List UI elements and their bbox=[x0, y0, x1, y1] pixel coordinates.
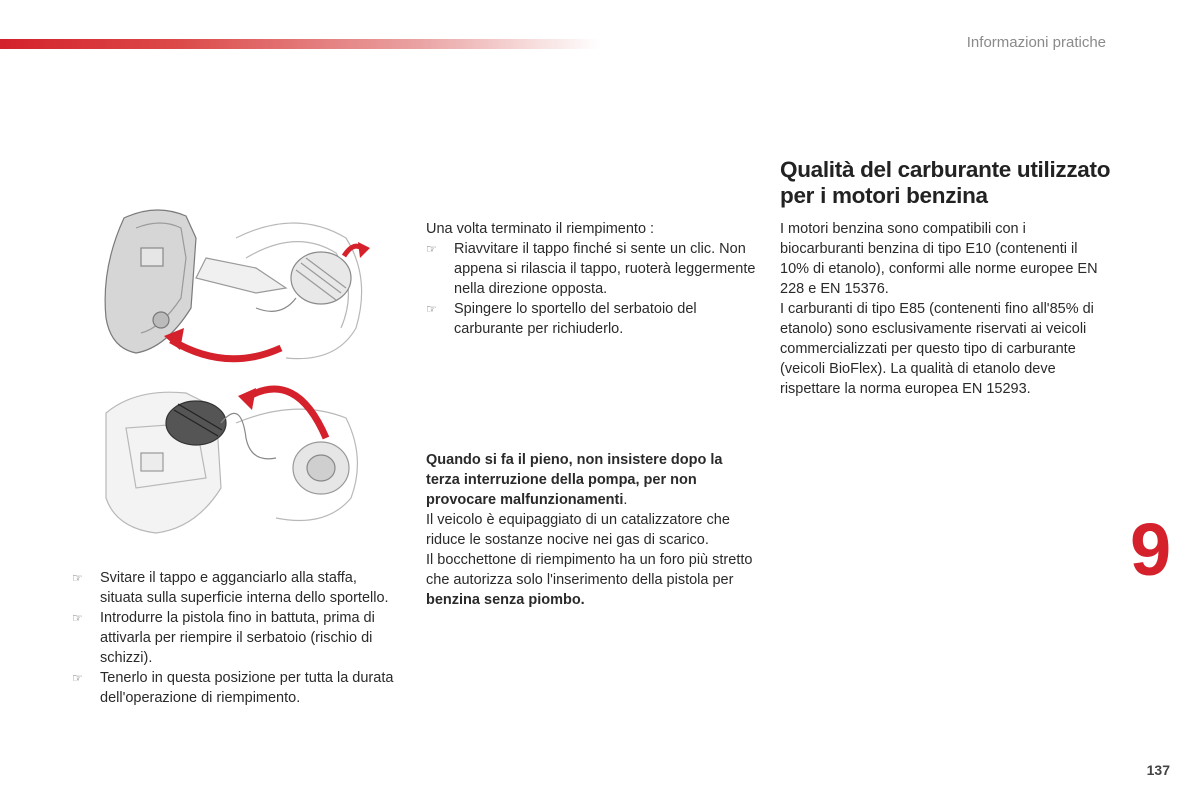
after-refuel-instructions bbox=[426, 219, 756, 339]
intro-text: Una volta terminato il riempimento : bbox=[426, 221, 655, 237]
filler-neck-text: Il bocchettone di riempimento ha un foro più stretto che autorizza solo l'inserimento della pistola per benzina senza piombo. bbox=[426, 552, 753, 608]
pointing-hand-icon: ☞ bbox=[426, 242, 437, 256]
list-item: ☞ Introdurre la pistola fino in battuta, prima di attivarla per riempire il serbatoio (rischio di schizzi). bbox=[72, 610, 375, 666]
page-number: 137 bbox=[1146, 762, 1170, 778]
pointing-hand-icon: ☞ bbox=[426, 302, 437, 316]
lower-arrow bbox=[246, 389, 326, 438]
fuel-quality-text bbox=[780, 219, 1110, 399]
pointing-hand-icon: ☞ bbox=[72, 571, 83, 585]
section-title: Informazioni pratiche bbox=[966, 34, 1106, 51]
biofuel-paragraph: I motori benzina sono compatibili con i biocarburanti benzina di tipo E10 (contenenti il 10% di etanolo), conformi alle norme europee EN 228 e EN 15376. bbox=[780, 221, 1098, 297]
refuel-warning bbox=[426, 450, 756, 610]
section-heading: Qualità del carburante utilizzato per i motori benzina bbox=[780, 157, 1111, 208]
fuel-cap-drawing bbox=[96, 198, 378, 550]
chapter-number: 9 bbox=[1130, 508, 1172, 591]
list-item: ☞ Svitare il tappo e agganciarlo alla staffa, situata sulla superficie interna dello sportello. bbox=[72, 570, 389, 606]
warning-text: Quando si fa il pieno, non insistere dopo la terza interruzione della pompa, per non provocare malfunzionamenti. bbox=[426, 452, 723, 508]
header-accent-bar bbox=[0, 39, 600, 49]
list-item: ☞ Riavvitare il tappo finché si sente un clic. Non appena si rilascia il tappo, ruoterà leggermente nella direzione opposta. bbox=[426, 241, 756, 297]
e85-paragraph: I carburanti di tipo E85 (contenenti fino all'85% di etanolo) sono esclusivamente riservati ai veicoli commercializzati per questo tipo di carburante (veicoli BioFlex). La qualità di etanolo deve rispettare la norma europea EN 15293. bbox=[780, 301, 1094, 397]
pointing-hand-icon: ☞ bbox=[72, 671, 83, 685]
left-instructions bbox=[72, 568, 402, 708]
fuel-cap-illustration bbox=[96, 198, 378, 550]
list-item: ☞ Tenerlo in questa posizione per tutta la durata dell'operazione di riempimento. bbox=[72, 670, 394, 706]
lower-figure bbox=[106, 392, 357, 533]
catalyst-text: Il veicolo è equipaggiato di un catalizzatore che riduce le sostanze nocive nei gas di scarico. bbox=[426, 512, 730, 548]
pointing-hand-icon: ☞ bbox=[72, 611, 83, 625]
list-item: ☞ Spingere lo sportello del serbatoio del carburante per richiuderlo. bbox=[426, 301, 697, 337]
upper-figure bbox=[105, 210, 362, 359]
upper-arrow bbox=[171, 340, 281, 359]
